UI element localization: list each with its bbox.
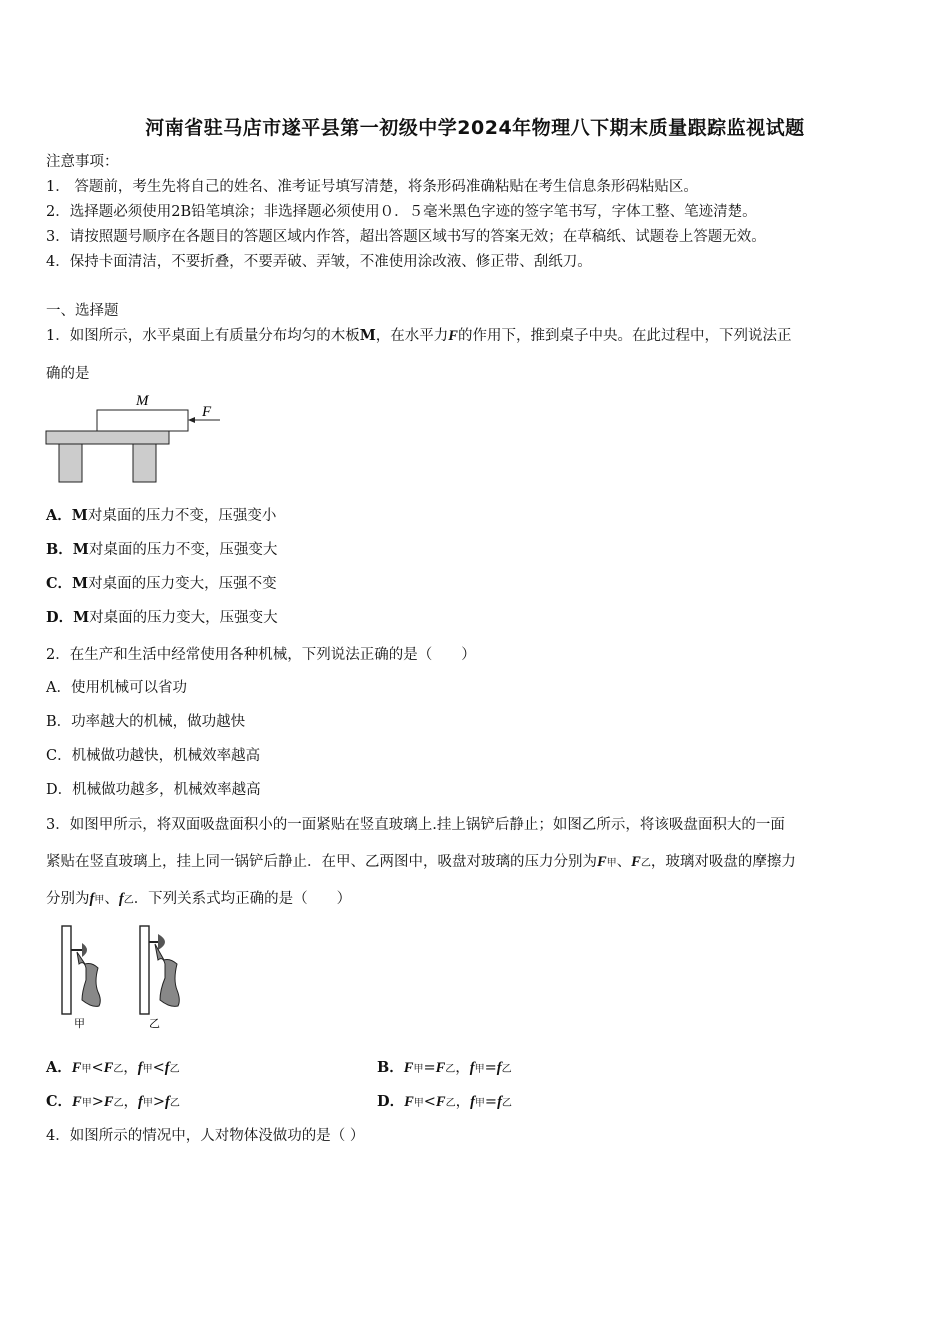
table-leg	[133, 444, 156, 482]
q3-sub: 甲	[142, 1098, 153, 1109]
q1-stem-line2: 确的是	[46, 366, 90, 382]
q3-f: f	[137, 1060, 143, 1076]
suction-cup-small	[82, 943, 87, 957]
table-leg	[59, 444, 82, 482]
q1-option-a	[46, 506, 276, 526]
q1-text: ，在水平力	[375, 328, 449, 344]
option-letter: B．	[377, 1059, 404, 1076]
q3-sub: 甲	[81, 1064, 92, 1075]
q3-F: F	[435, 1094, 446, 1110]
q3-F: F	[71, 1060, 82, 1076]
option-m: M	[72, 575, 89, 592]
q1-figure-table	[40, 388, 240, 488]
q2-option-a: A．使用机械可以省功	[46, 680, 187, 696]
option-m: M	[72, 541, 89, 558]
arrow-head	[188, 417, 195, 423]
q3-F: F	[631, 854, 641, 870]
q3-f: f	[470, 1094, 475, 1110]
q3-F: F	[103, 1060, 114, 1076]
q3-sub: 乙	[445, 1098, 456, 1109]
q3-option-b	[377, 1058, 512, 1080]
q3-sub: 甲	[142, 1064, 153, 1075]
relation: >	[91, 1094, 104, 1110]
q3-sub: 乙	[640, 858, 651, 869]
q3-f: f	[138, 1094, 143, 1110]
q3-sub: 甲	[474, 1064, 485, 1075]
q3-figure-suction-cups	[52, 920, 202, 1032]
q3-sub: 甲	[413, 1064, 424, 1075]
q1-stem-line1	[46, 326, 791, 346]
comma: ，	[455, 1094, 471, 1110]
q3-sub: 甲	[413, 1098, 424, 1109]
q3-f: f	[469, 1060, 475, 1076]
q4-stem: 4．如图所示的情况中，人对物体没做功的是（ ）	[46, 1128, 365, 1144]
q3-sep: 、	[104, 891, 119, 907]
section-heading: 一、选择题	[46, 303, 119, 319]
label-m: M	[136, 393, 149, 409]
q3-F: F	[404, 1094, 414, 1110]
option-text: 对桌面的压力变大，压强不变	[88, 576, 277, 592]
notice-item: 3．请按照题号顺序在各题目的答题区域内作答，超出答题区域书写的答案无效；在草稿纸、试题卷上答题无效。	[46, 229, 766, 245]
q3-sub: 乙	[169, 1064, 180, 1075]
notice-item: 4．保持卡面清洁，不要折叠，不要弄破、弄皱，不准使用涂改液、修正带、刮纸刀。	[46, 254, 592, 270]
q3-F: F	[597, 854, 607, 870]
q3-sub: 甲	[606, 858, 617, 869]
q3-f: f	[118, 891, 124, 907]
notice-heading: 注意事项：	[46, 154, 119, 170]
q3-text: ．下列关系式均正确的是（ ）	[133, 891, 352, 907]
q3-F: F	[103, 1094, 114, 1110]
q3-sub: 乙	[501, 1098, 512, 1109]
option-text: 对桌面的压力变大，压强变大	[89, 610, 278, 626]
relation: =	[484, 1094, 498, 1110]
q1-option-b	[46, 540, 277, 560]
page-title: 河南省驻马店市遂平县第一初级中学2024年物理八下期末质量跟踪监视试题	[145, 117, 805, 139]
label-f: F	[202, 404, 212, 420]
q3-sub: 甲	[94, 895, 105, 906]
option-letter: C．	[46, 1093, 73, 1110]
option-letter: A．	[46, 1059, 72, 1076]
relation: <	[91, 1060, 104, 1076]
q3-sub: 甲	[81, 1098, 92, 1109]
q3-text: 分别为	[46, 891, 90, 907]
q3-f: f	[497, 1094, 502, 1110]
q3-f: f	[165, 1094, 170, 1110]
q2-option-b: B．功率越大的机械，做功越快	[46, 714, 246, 730]
q1-m: M	[359, 327, 376, 344]
fig-label-yi: 乙	[149, 1018, 160, 1030]
q1-option-d	[46, 608, 278, 628]
fig-label-jia: 甲	[74, 1018, 85, 1030]
option-text: 对桌面的压力不变，压强变大	[88, 542, 278, 558]
suction-cup-large	[158, 934, 165, 950]
option-letter: B．	[46, 541, 73, 558]
q3-F: F	[403, 1060, 414, 1076]
comma: ，	[123, 1060, 138, 1076]
q3-sub: 乙	[113, 1064, 124, 1075]
notice-item: 2．选择题必须使用2B铅笔填涂；非选择题必须使用０．５毫米黑色字迹的签字笔书写，字体工整、笔迹清楚。	[46, 204, 757, 220]
relation: =	[484, 1060, 497, 1076]
option-letter: D．	[46, 609, 74, 626]
comma: ，	[455, 1060, 470, 1076]
option-letter: C．	[46, 575, 73, 592]
q2-option-c: C．机械做功越快，机械效率越高	[46, 748, 261, 764]
board-m	[97, 410, 188, 431]
q3-sub: 乙	[501, 1064, 512, 1075]
q3-stem-line1: 3．如图甲所示，将双面吸盘面积小的一面紧贴在竖直玻璃上.挂上锅铲后静止；如图乙所示，将该吸盘面积大的一面	[46, 817, 785, 833]
spatula-hanging	[77, 952, 100, 1006]
q3-f: f	[496, 1060, 502, 1076]
q3-f: f	[164, 1060, 170, 1076]
option-m: M	[71, 507, 88, 524]
q3-stem-line2	[46, 852, 796, 874]
relation: <	[152, 1060, 165, 1076]
q3-text: 紧贴在竖直玻璃上，挂上同一锅铲后静止．在甲、乙两图中，吸盘对玻璃的压力分别为	[46, 854, 597, 870]
q3-f: f	[89, 891, 95, 907]
glass-pane	[140, 926, 149, 1014]
q3-sub: 乙	[445, 1064, 456, 1075]
q3-F: F	[72, 1094, 82, 1110]
q2-option-d: D．机械做功越多，机械效率越高	[46, 782, 261, 798]
glass-pane	[62, 926, 71, 1014]
option-letter: D．	[377, 1093, 405, 1110]
option-text: 对桌面的压力不变，压强变小	[87, 508, 277, 524]
tabletop	[46, 431, 169, 444]
q3-option-a	[46, 1058, 180, 1080]
q3-text: ，玻璃对吸盘的摩擦力	[650, 854, 796, 870]
relation: >	[152, 1094, 166, 1110]
q1-text: 1．如图所示，水平桌面上有质量分布均匀的木板	[46, 328, 360, 344]
q3-stem-line3	[46, 889, 351, 911]
q3-option-d	[377, 1092, 512, 1114]
notice-item: 1． 答题前，考生先将自己的姓名、准考证号填写清楚，将条形码准确粘贴在考生信息条形码粘贴区。	[46, 179, 698, 195]
q1-f: F	[448, 328, 458, 344]
option-m: M	[73, 609, 90, 626]
q3-sub: 乙	[169, 1098, 180, 1109]
relation: =	[423, 1060, 436, 1076]
q3-sub: 甲	[474, 1098, 485, 1109]
option-letter: A．	[46, 507, 72, 524]
q3-sub: 乙	[113, 1098, 124, 1109]
q3-F: F	[435, 1060, 446, 1076]
q3-sep: 、	[616, 854, 632, 870]
q3-option-c	[46, 1092, 180, 1114]
comma: ，	[123, 1094, 139, 1110]
relation: <	[423, 1094, 436, 1110]
q1-option-c	[46, 574, 277, 594]
q3-sub: 乙	[123, 895, 134, 906]
spatula-hanging	[155, 944, 179, 1006]
q1-text: 的作用下，推到桌子中央。在此过程中，下列说法正	[457, 328, 792, 344]
q2-stem: 2．在生产和生活中经常使用各种机械，下列说法正确的是（ ）	[46, 647, 476, 663]
